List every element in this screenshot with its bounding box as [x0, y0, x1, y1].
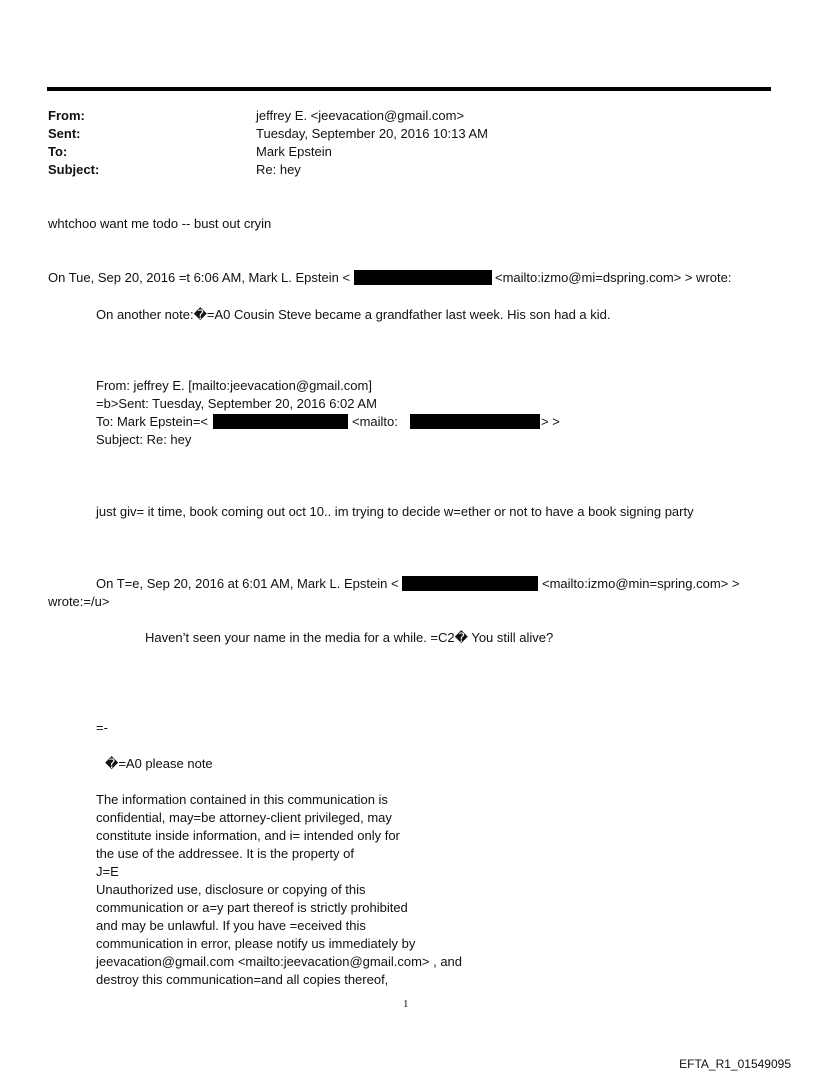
to-value: Mark Epstein	[256, 144, 332, 159]
redaction-bar	[402, 576, 538, 591]
to-label: To:	[48, 144, 68, 159]
from-value: jeffrey E. <jeevacation@gmail.com>	[256, 108, 465, 123]
please-note: �=A0 please note	[105, 756, 213, 771]
fwd-sent: =b>Sent: Tuesday, September 20, 2016 6:02 AM	[96, 396, 377, 411]
quote1-prefix: On Tue, Sep 20, 2016 =t 6:06 AM, Mark L. Epstein <	[48, 270, 351, 285]
disclaimer-line: constitute inside information, and i= intended only for	[96, 828, 400, 843]
disclaimer-line: communication in error, please notify us immediately by	[96, 936, 416, 951]
quote1-suffix: <mailto:izmo@mi=dspring.com> > wrote:	[495, 270, 732, 285]
fwd-to-prefix: To: Mark Epstein=<	[96, 414, 208, 429]
document-id: EFTA_R1_01549095	[679, 1057, 791, 1071]
dash-text: =-	[96, 720, 108, 735]
disclaimer-line: The information contained in this communication is	[96, 792, 388, 807]
sent-label: Sent:	[48, 126, 81, 141]
fwd-to-suffix: > >	[541, 414, 560, 429]
sent-value: Tuesday, September 20, 2016 10:13 AM	[256, 126, 488, 141]
quote2-wrote: wrote:=/u>	[48, 594, 110, 609]
disclaimer-line: communication or a=y part thereof is strictly prohibited	[96, 900, 408, 915]
quote2-prefix: On T=e, Sep 20, 2016 at 6:01 AM, Mark L. Epstein <	[96, 576, 399, 591]
fwd-subject: Subject: Re: hey	[96, 432, 192, 447]
disclaimer-line: jeevacation@gmail.com <mailto:jeevacation@gmail.com> , and	[96, 954, 463, 969]
redaction-bar	[410, 414, 540, 429]
note-text: On another note:�=A0 Cousin Steve became a grandfather last week. His son had a kid.	[96, 307, 611, 322]
disclaimer-line: confidential, may=be attorney-client privileged, may	[96, 810, 392, 825]
from-label: From:	[48, 108, 85, 123]
redaction-bar	[354, 270, 492, 285]
quote2-suffix: <mailto:izmo@min=spring.com> >	[542, 576, 740, 591]
media-text: Haven’t seen your name in the media for a while. =C2� You still alive?	[145, 630, 554, 645]
fwd-from: From: jeffrey E. [mailto:jeevacation@gmail.com]	[96, 378, 372, 393]
fwd-to-mailto: <mailto:	[352, 414, 398, 429]
disclaimer-line: the use of the addressee. It is the property of	[96, 846, 354, 861]
disclaimer	[96, 791, 462, 989]
header-rule	[47, 87, 771, 91]
page-number: 1	[403, 998, 409, 1010]
disclaimer-line: Unauthorized use, disclosure or copying of this	[96, 882, 366, 897]
reply-text: whtchoo want me todo -- bust out cryin	[48, 216, 272, 231]
subject-value: Re: hey	[256, 162, 301, 177]
redaction-bar	[213, 414, 348, 429]
disclaimer-line: and may be unlawful. If you have =eceived this	[96, 918, 366, 933]
disclaimer-line: destroy this communication=and all copies thereof,	[96, 972, 389, 987]
disclaimer-line: J=E	[96, 864, 119, 879]
subject-label: Subject:	[48, 162, 100, 177]
book-text: just giv= it time, book coming out oct 10.. im trying to decide w=ether or not to have a book signing party	[96, 504, 694, 519]
